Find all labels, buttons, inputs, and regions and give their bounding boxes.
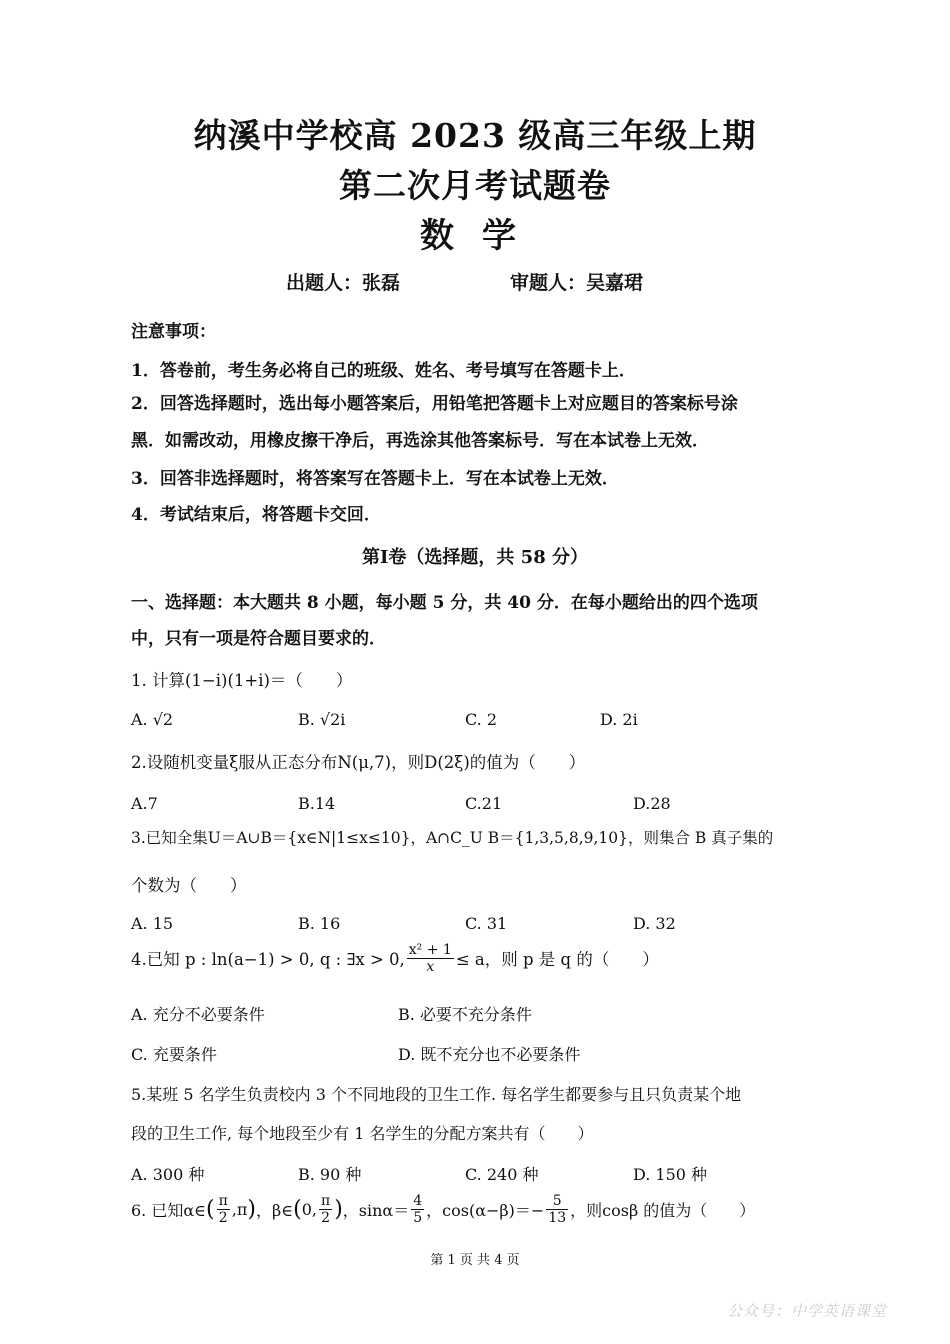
author: 出题人：张磊 — [286, 272, 401, 294]
q6-stem — [131, 1186, 755, 1232]
q4-stem-prefix: 4.已知 p : ln(a−1) > 0, q : ∃x > 0, — [131, 950, 405, 969]
notice-heading: 注意事项： — [131, 322, 216, 342]
q6-beta-frac-den: 2 — [321, 1209, 331, 1226]
q4-option-b: B. 必要不充分条件 — [398, 1005, 532, 1024]
q2-option-a: A.7 — [131, 794, 158, 813]
q6-sin-fraction — [411, 1193, 424, 1226]
q5-stem-line1: 5.某班 5 名学生负责校内 3 个不同地段的卫生工作. 每名学生都要参与且只负责某个地 — [131, 1085, 742, 1104]
q4-fraction-denominator: x — [426, 958, 435, 975]
q6-close-paren: ) — [247, 1196, 257, 1222]
q3-option-a: A. 15 — [131, 914, 174, 933]
q4-stem — [131, 936, 659, 980]
q6-cos-fraction — [546, 1193, 568, 1226]
exam-title-line2: 第二次月考试题卷 — [339, 166, 611, 205]
notice-item-1: 1．答卷前，考生务必将自己的班级、姓名、考号填写在答题卡上． — [131, 361, 636, 381]
q3-stem-line1: 3.已知全集U＝A∪B＝{x∈N|1≤x≤10}，A∩C_U B＝{1,3,5,8,9,10}，则集合 B 真子集的 — [131, 829, 774, 847]
q6-stem-part-c: ，β∈ — [256, 1200, 294, 1220]
q3-stem-line2: 个数为（ ） — [131, 876, 247, 895]
q1-stem: 1. 计算(1−i)(1+i)＝（ ） — [131, 671, 353, 690]
q6-sin-frac-num: 4 — [413, 1192, 423, 1209]
q6-beta-upper-fraction — [319, 1193, 332, 1226]
q6-beta-frac-num: π — [320, 1192, 331, 1209]
exam-title-line1: 纳溪中学校高 2023 级高三年级上期 — [193, 116, 757, 155]
q6-stem-part-d: 0, — [301, 1199, 317, 1219]
notice-item-2-line1: 2．回答选择题时，选出每小题答案后，用铅笔把答题卡上对应题目的答案标号涂 — [131, 394, 738, 414]
q6-stem-part-g: ，则cosβ 的值为（ ） — [570, 1200, 756, 1220]
q3-option-b: B. 16 — [298, 914, 341, 933]
q6-alpha-lower-fraction — [217, 1193, 230, 1226]
page-number: 第 1 页 共 4 页 — [430, 1253, 520, 1268]
q6-alpha-frac-den: 2 — [218, 1209, 228, 1226]
notice-item-4: 4．考试结束后，将答题卡交回． — [131, 505, 381, 525]
part1-heading: 第Ⅰ卷（选择题，共 58 分） — [361, 547, 588, 568]
q4-stem-suffix: ≤ a，则 p 是 q 的（ ） — [455, 950, 659, 969]
q5-option-b: B. 90 种 — [298, 1165, 362, 1184]
q6-open-paren: ( — [206, 1196, 215, 1222]
q6-cos-frac-den: 13 — [548, 1209, 567, 1226]
q6-alpha-frac-num: π — [218, 1192, 228, 1209]
q3-option-d: D. 32 — [633, 914, 676, 933]
q2-stem: 2.设随机变量ξ服从正态分布N(μ,7)，则D(2ξ)的值为（ ） — [131, 753, 586, 772]
q3-option-c: C. 31 — [465, 914, 508, 933]
q1-option-a: A. √2 — [131, 710, 174, 729]
q4-option-d: D. 既不充分也不必要条件 — [398, 1045, 581, 1064]
q6-sin-frac-den: 5 — [413, 1209, 423, 1226]
q2-option-c: C.21 — [465, 794, 503, 813]
q2-option-d: D.28 — [633, 794, 671, 813]
q1-option-c: C. 2 — [465, 710, 498, 729]
section-instructions-line1: 一、选择题：本大题共 8 小题，每小题 5 分，共 40 分．在每小题给出的四个选项 — [131, 593, 758, 613]
q1-option-b: B. √2i — [298, 710, 346, 729]
q5-stem-line2: 段的卫生工作, 每个地段至少有 1 名学生的分配方案共有（ ） — [131, 1124, 594, 1143]
q5-option-a: A. 300 种 — [131, 1165, 205, 1184]
q6-cos-frac-num: 5 — [546, 1193, 568, 1210]
q4-fraction-numerator: x² + 1 — [408, 941, 452, 958]
q2-option-b: B.14 — [298, 794, 336, 813]
q4-fraction — [407, 942, 454, 975]
q6-stem-part-a: 6. 已知α∈ — [131, 1200, 207, 1220]
section-instructions-line2: 中，只有一项是符合题目要求的． — [131, 629, 386, 649]
q6-close-paren-2: ) — [334, 1196, 343, 1222]
q6-open-paren-2: ( — [293, 1196, 302, 1222]
q1-option-d: D. 2i — [600, 710, 638, 729]
subject-title: 数学 — [420, 216, 544, 256]
notice-item-2-line2: 黑．如需改动，用橡皮擦干净后，再选涂其他答案标号．写在本试卷上无效． — [131, 431, 709, 451]
q4-option-a: A. 充分不必要条件 — [131, 1005, 265, 1024]
q6-stem-part-b: ,π — [231, 1199, 248, 1219]
q6-stem-part-e: ，sinα＝ — [342, 1200, 410, 1220]
q5-option-c: C. 240 种 — [465, 1165, 539, 1184]
q5-option-d: D. 150 种 — [633, 1165, 708, 1184]
q4-option-c: C. 充要条件 — [131, 1045, 217, 1064]
reviewer: 审题人：吴嘉珺 — [510, 272, 644, 294]
watermark: 公众号：中学英语课堂 — [727, 1302, 888, 1320]
q6-stem-part-f: ，cos(α−β)＝− — [426, 1200, 545, 1220]
notice-item-3: 3．回答非选择题时，将答案写在答题卡上．写在本试卷上无效． — [131, 469, 619, 489]
